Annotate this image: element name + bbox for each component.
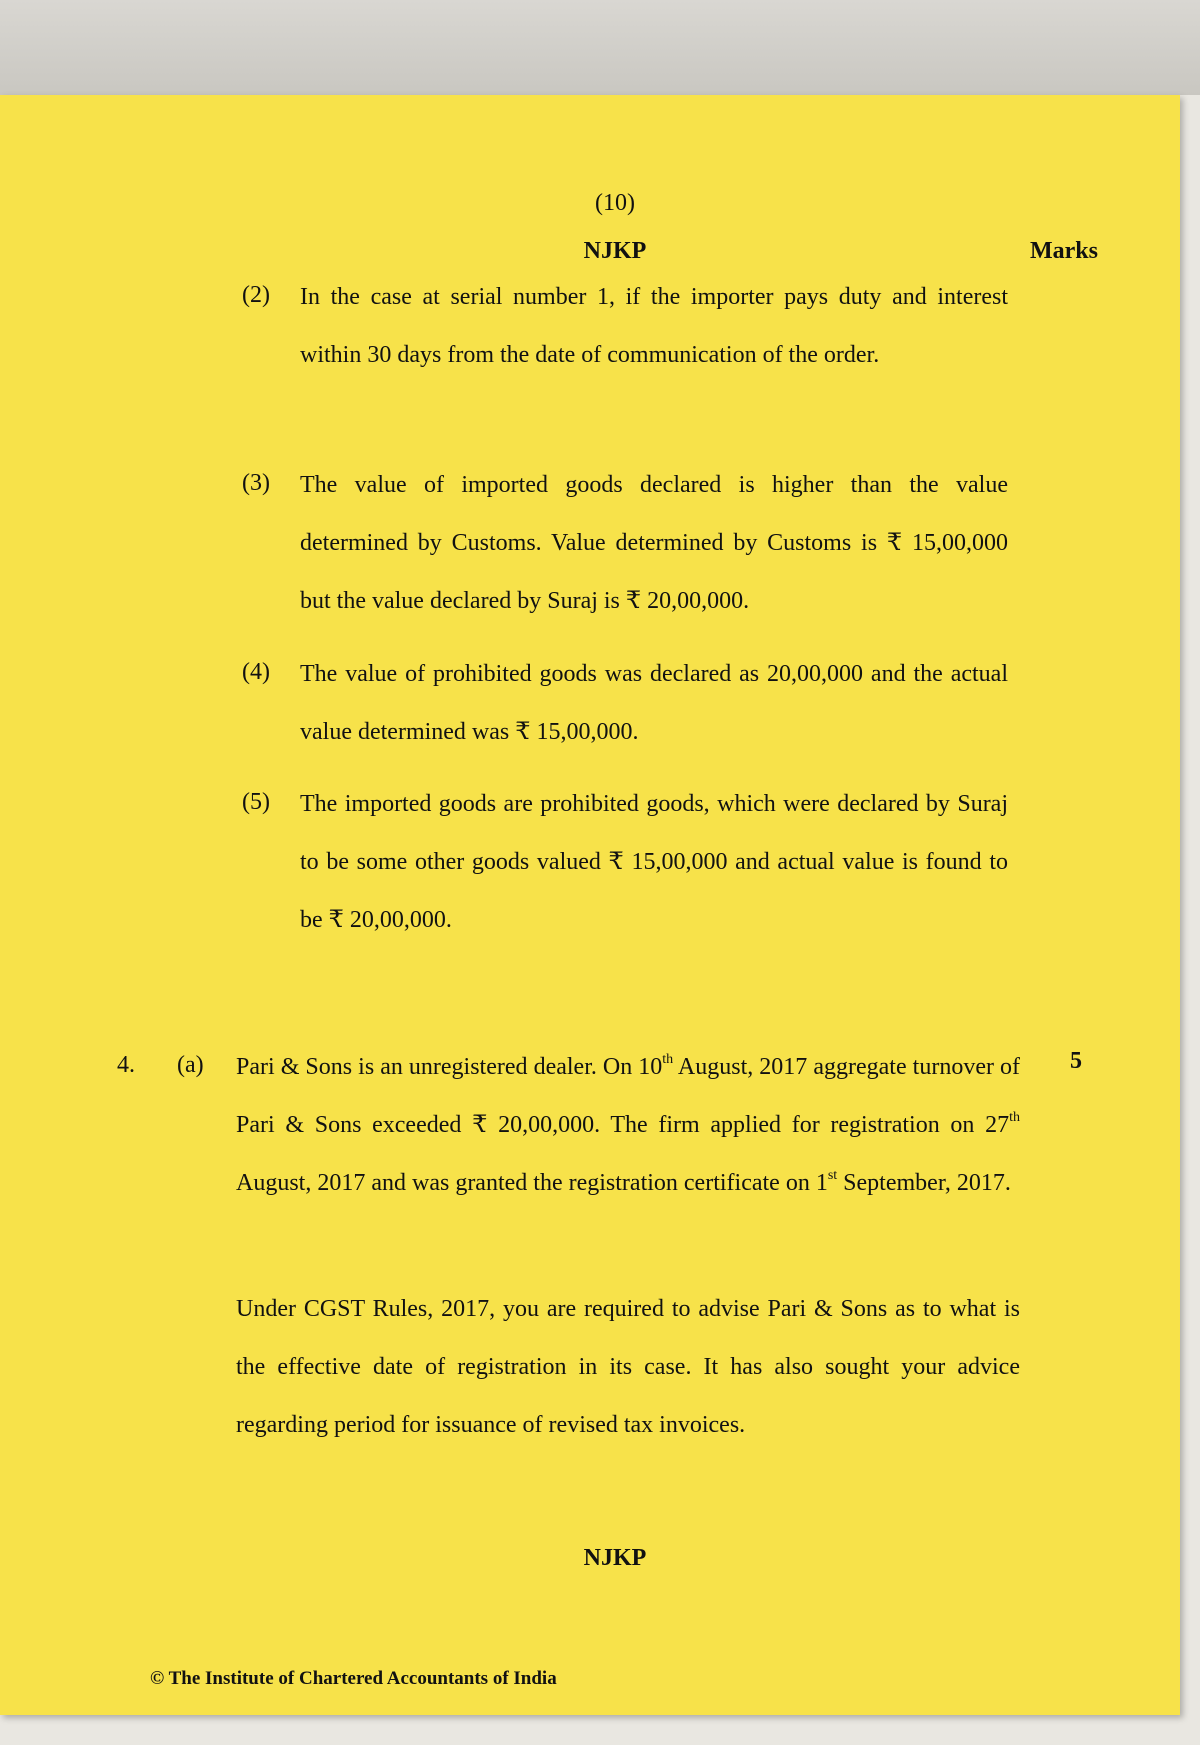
item-text: The value of imported goods declared is higher than the value determined by Customs. Value determined by Customs is ₹ 15,00,000 but the value declared by Suraj is ₹ 20,00,000. <box>300 472 1008 614</box>
copyright-notice: © The Institute of Chartered Accountants of India <box>150 1668 557 1689</box>
item-number: (4) <box>242 659 270 685</box>
marks-column-header: Marks <box>1030 238 1098 264</box>
item-text: In the case at serial number 1, if the importer pays duty and interest within 30 days from the date of communication of the order. <box>300 284 1008 368</box>
question-text: Under CGST Rules, 2017, you are required to advise Pari & Sons as to what is the effective date of registration in its case. It has also sought your advice regarding period for issuance of revised tax invoices. <box>236 1296 1020 1438</box>
question-text: Pari & Sons is an unregistered dealer. On 10th August, 2017 aggregate turnover of Pari & Sons exceeded ₹ 20,00,000. The firm applied for registration on 27th August, 2017 and was granted the registration certificate on 1st September, 2017. <box>236 1052 1020 1196</box>
paper-code-footer: NJKP <box>583 1545 647 1571</box>
item-number: (2) <box>242 282 270 308</box>
scan-background <box>0 0 1200 95</box>
item-number: (5) <box>242 789 270 815</box>
question-number: 4. <box>117 1052 135 1078</box>
item-text: The value of prohibited goods was declared as 20,00,000 and the actual value determined was ₹ 15,00,000. <box>300 661 1008 745</box>
question-part: (a) <box>177 1052 204 1078</box>
paper-code-header: NJKP <box>583 238 647 264</box>
item-number: (3) <box>242 470 270 496</box>
question-marks: 5 <box>1070 1048 1082 1074</box>
item-text: The imported goods are prohibited goods, which were declared by Suraj to be some other goods valued ₹ 15,00,000 and actual value is found to be ₹ 20,00,000. <box>300 791 1008 933</box>
page-number: (10) <box>595 190 635 216</box>
